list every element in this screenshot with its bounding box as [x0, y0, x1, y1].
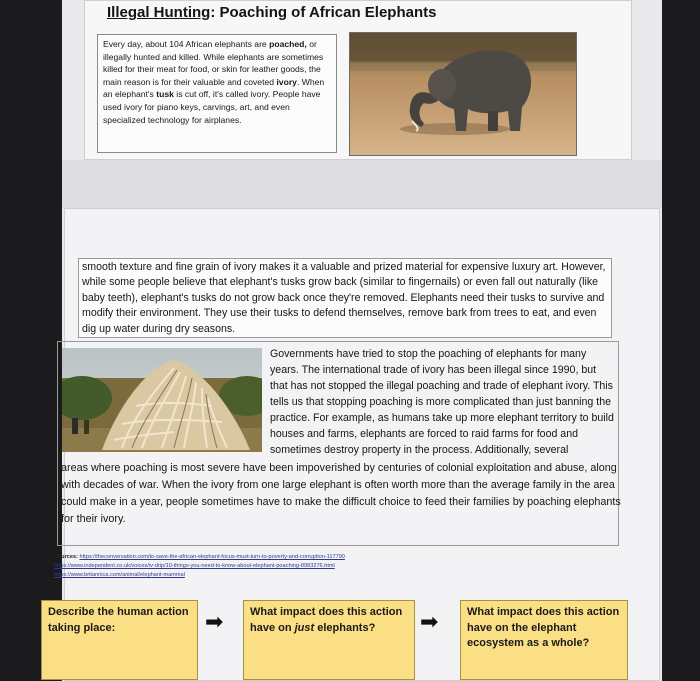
paragraph-ivory-tusks: smooth texture and fine grain of ivory makes it a valuable and prized material for expensive luxury art. However, while some people believe that elephant's tusks grow back (similar to fingernails) or even fall out naturally (like baby teeth), elephant's tusks do not grow back once they're removed. Elephants need their tusks to survive and modify their environment. They use their tusks to defend themselves, remove bark from trees to eat, and even dig up water during dry seasons.	[78, 258, 612, 338]
burning-ivory-photo	[62, 348, 262, 452]
elephant-photo	[349, 32, 577, 156]
question-box-impact-elephants[interactable]	[243, 600, 415, 680]
page-gap	[62, 160, 662, 208]
source-link-3[interactable]: https://www.britannica.com/animal/elephant-mammal	[54, 572, 185, 578]
sources-list	[54, 553, 574, 580]
source-link-2[interactable]: https://www.independent.co.uk/voices/iv-drip/10-things-you-need-to-know-about-elephant-poaching-8983276.html	[54, 563, 335, 569]
page-title	[107, 4, 436, 21]
sources-label: Sources:	[54, 554, 78, 560]
emphasis-just: just	[294, 621, 315, 634]
ivory-pile-illustration	[62, 348, 262, 452]
source-link-1[interactable]: https://theconversation.com/to-save-the-african-elephant-focus-must-turn-to-poverty-and-corruption-117790	[79, 554, 345, 560]
intro-text: Every day, about 104 African elephants are	[103, 39, 270, 49]
paragraph-poverty: areas where poaching is most severe have been impoverished by centuries of colonial exploitation and abuse, along with decades of war. When the ivory from one large elephant is often worth more than the average family in the area could make in a year, people sometimes have to make the difficult choice to feed their families by poaching elephants for their ivory.	[61, 462, 621, 525]
question-box-human-action[interactable]	[41, 600, 198, 680]
term-tusk: tusk	[156, 89, 174, 100]
elephant-illustration	[350, 33, 577, 156]
question-impact-elephants: What impact does this action have on just elephants?	[250, 606, 403, 634]
title-underlined-part: Illegal Hunting	[107, 4, 211, 21]
question-impact-ecosystem: What impact does this action have on the elephant ecosystem as a whole?	[467, 606, 620, 649]
arrow-right-icon: ➡	[420, 610, 439, 635]
intro-text: . When an elephant's	[103, 76, 325, 100]
term-ivory: ivory	[276, 76, 297, 87]
question-box-impact-ecosystem[interactable]	[460, 600, 628, 680]
intro-text-box	[97, 34, 337, 153]
intro-text: is cut off, it's called ivory. People have used ivory for piano keys, carvings, art, and even specialized technology for airplanes.	[103, 89, 321, 125]
arrow-right-icon: ➡	[205, 610, 224, 635]
term-poached: poached,	[269, 39, 307, 49]
intro-text: or illegally hunted and killed. While elephants are sometimes killed for their meat for food, or skin for leather goods, the main reason is for their valuable and coveted	[103, 39, 324, 87]
paragraph-governments: Governments have tried to stop the poaching of elephants for many years. The international trade of ivory has been illegal since 1990, but that has not stopped the illegal poaching and trade of elephant ivory. This tells us that stopping poaching is more complicated than just banning the practice. For example, as humans take up more elephant territory to build houses and farms, elephants are forced to raid farms for food and sometimes destroy property in the process. Additionally, several	[270, 348, 614, 456]
title-rest: : Poaching of African Elephants	[210, 4, 437, 21]
question-human-action: Describe the human action taking place:	[48, 606, 189, 634]
